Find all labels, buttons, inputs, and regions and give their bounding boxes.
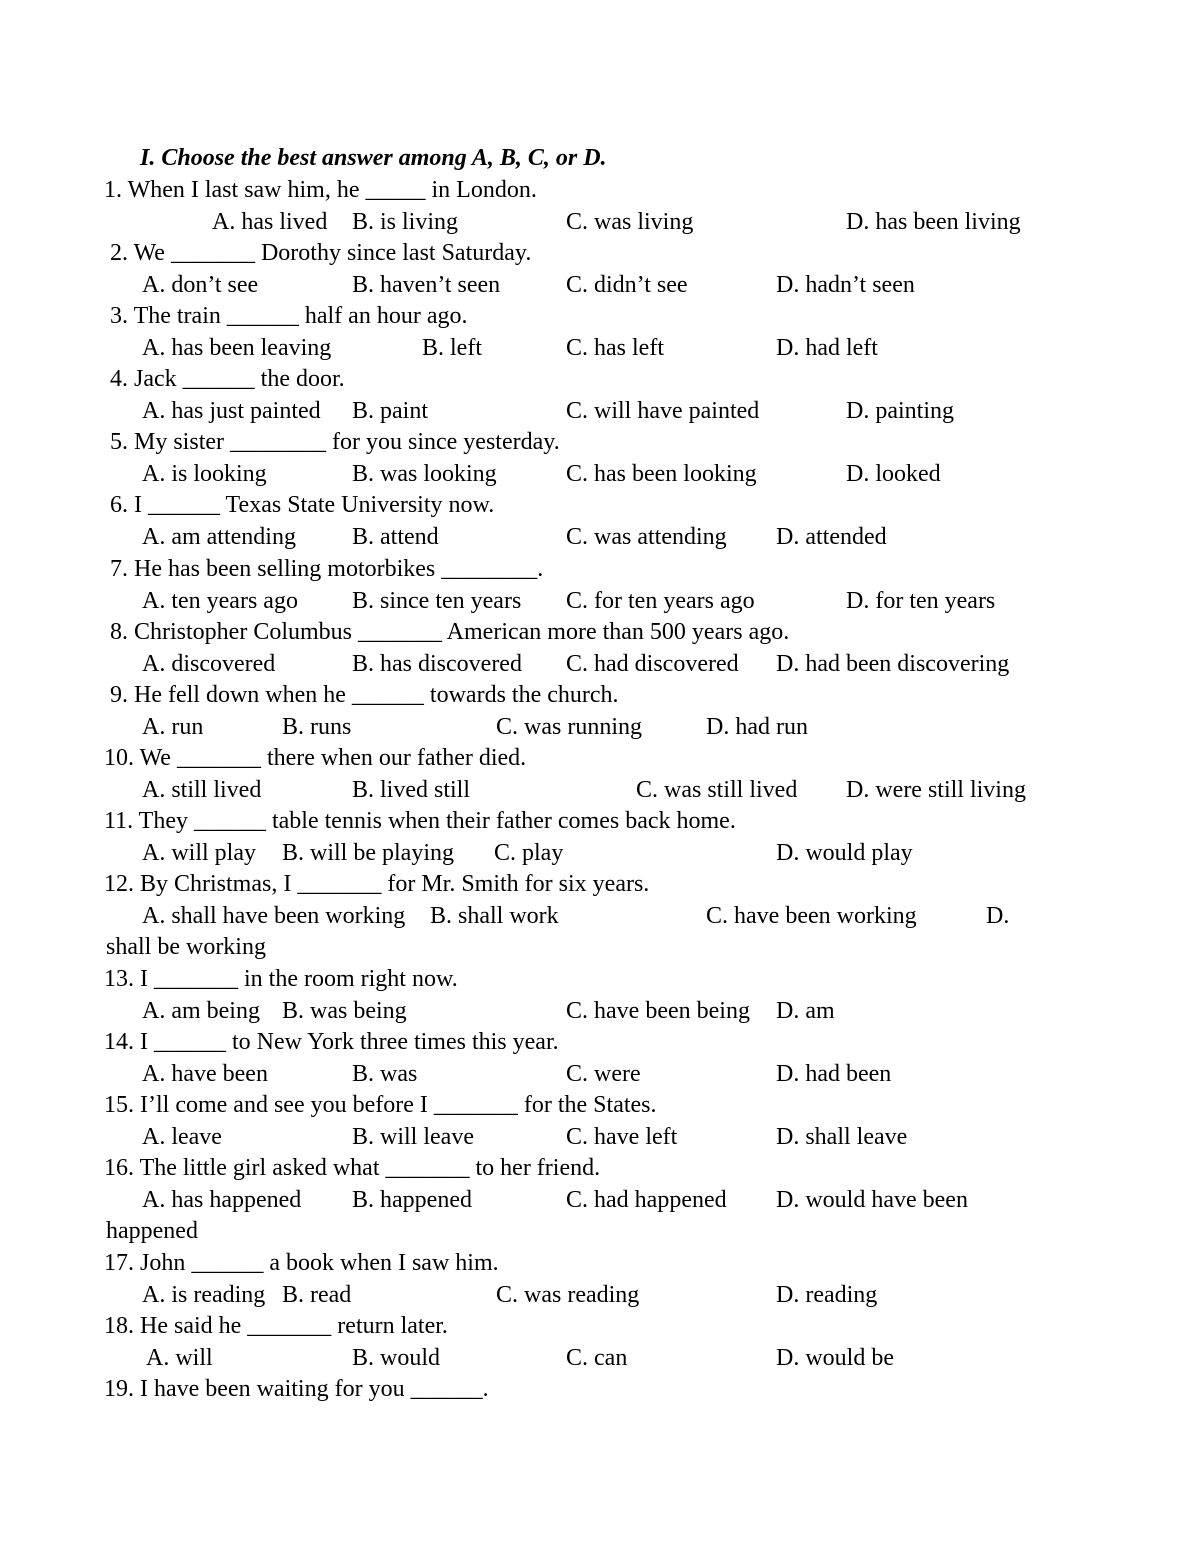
question-5-option-b[interactable]: B. was looking — [352, 460, 497, 487]
question-4-option-d[interactable]: D. painting — [846, 397, 954, 424]
question-6-option-d[interactable]: D. attended — [776, 523, 887, 550]
question-18-option-d[interactable]: D. would be — [776, 1344, 894, 1371]
question-1-option-a[interactable]: A. has lived — [212, 208, 328, 235]
question-7-option-a[interactable]: A. ten years ago — [142, 587, 298, 614]
question-1-stem: 1. When I last saw him, he _____ in London. — [104, 177, 537, 203]
question-6-option-a[interactable]: A. am attending — [142, 523, 296, 550]
question-17-option-c[interactable]: C. was reading — [496, 1281, 640, 1308]
question-17-option-d[interactable]: D. reading — [776, 1281, 878, 1308]
question-15-option-b[interactable]: B. will leave — [352, 1123, 474, 1150]
question-13-option-a[interactable]: A. am being — [142, 997, 260, 1024]
question-8-stem: 8. Christopher Columbus _______ American more than 500 years ago. — [110, 619, 790, 645]
question-13-option-c[interactable]: C. have been being — [566, 997, 750, 1024]
question-11-stem: 11. They ______ table tennis when their father comes back home. — [104, 808, 736, 834]
question-2-option-a[interactable]: A. don’t see — [142, 271, 259, 298]
question-16-option-d[interactable]: D. would have been — [776, 1186, 968, 1213]
question-8-option-d[interactable]: D. had been discovering — [776, 650, 1010, 677]
question-3-stem: 3. The train ______ half an hour ago. — [110, 303, 468, 329]
question-18-option-c[interactable]: C. can — [566, 1344, 628, 1371]
question-8-option-c[interactable]: C. had discovered — [566, 650, 739, 677]
question-11-option-d[interactable]: D. would play — [776, 839, 913, 866]
question-10-option-b[interactable]: B. lived still — [352, 776, 471, 803]
question-10-option-a[interactable]: A. still lived — [142, 776, 262, 803]
question-15-option-a[interactable]: A. leave — [142, 1123, 222, 1150]
question-6-option-c[interactable]: C. was attending — [566, 523, 727, 550]
question-9-option-b[interactable]: B. runs — [282, 713, 352, 740]
question-10-option-c[interactable]: C. was still lived — [636, 776, 798, 803]
question-10-stem: 10. We _______ there when our father died. — [104, 745, 527, 771]
question-4-option-a[interactable]: A. has just painted — [142, 397, 321, 424]
question-4-option-b[interactable]: B. paint — [352, 397, 428, 424]
question-2-option-d[interactable]: D. hadn’t seen — [776, 271, 915, 298]
question-12-option-d[interactable]: D. — [986, 902, 1010, 929]
question-11-option-c[interactable]: C. play — [494, 839, 564, 866]
question-15-stem: 15. I’ll come and see you before I _______ for the States. — [104, 1092, 657, 1118]
question-12-option-a[interactable]: A. shall have been working — [142, 902, 406, 929]
question-9-option-d[interactable]: D. had run — [706, 713, 808, 740]
question-14-option-b[interactable]: B. was — [352, 1060, 418, 1087]
question-8-option-b[interactable]: B. has discovered — [352, 650, 522, 677]
question-5-stem: 5. My sister ________ for you since yesterday. — [110, 429, 560, 455]
question-12-stem: 12. By Christmas, I _______ for Mr. Smith for six years. — [104, 871, 650, 897]
question-7-stem: 7. He has been selling motorbikes ________. — [110, 556, 544, 582]
question-5-option-d[interactable]: D. looked — [846, 460, 941, 487]
question-15-option-d[interactable]: D. shall leave — [776, 1123, 908, 1150]
question-12-option-c[interactable]: C. have been working — [706, 902, 917, 929]
question-1-option-c[interactable]: C. was living — [566, 208, 694, 235]
question-9-stem: 9. He fell down when he ______ towards the church. — [110, 682, 619, 708]
question-4-stem: 4. Jack ______ the door. — [110, 366, 345, 392]
question-3-option-b[interactable]: B. left — [422, 334, 482, 361]
question-17-stem: 17. John ______ a book when I saw him. — [104, 1250, 499, 1276]
question-5-option-a[interactable]: A. is looking — [142, 460, 267, 487]
question-13-option-b[interactable]: B. was being — [282, 997, 407, 1024]
question-16-option-continuation: happened — [106, 1218, 198, 1244]
question-15-option-c[interactable]: C. have left — [566, 1123, 678, 1150]
question-18-option-b[interactable]: B. would — [352, 1344, 441, 1371]
question-12-option-b[interactable]: B. shall work — [430, 902, 559, 929]
question-14-option-a[interactable]: A. have been — [142, 1060, 268, 1087]
question-2-stem: 2. We _______ Dorothy since last Saturday. — [110, 240, 532, 266]
section-title: I. Choose the best answer among A, B, C, or D. — [140, 145, 607, 171]
question-3-option-c[interactable]: C. has left — [566, 334, 664, 361]
question-16-option-a[interactable]: A. has happened — [142, 1186, 302, 1213]
question-13-stem: 13. I _______ in the room right now. — [104, 966, 458, 992]
question-14-option-d[interactable]: D. had been — [776, 1060, 892, 1087]
question-11-option-a[interactable]: A. will play — [142, 839, 256, 866]
question-18-option-a[interactable]: A. will — [146, 1344, 213, 1371]
question-9-option-c[interactable]: C. was running — [496, 713, 642, 740]
question-1-option-d[interactable]: D. has been living — [846, 208, 1021, 235]
question-12-option-continuation: shall be working — [106, 934, 266, 960]
question-6-option-b[interactable]: B. attend — [352, 523, 439, 550]
question-7-option-c[interactable]: C. for ten years ago — [566, 587, 755, 614]
question-16-option-b[interactable]: B. happened — [352, 1186, 472, 1213]
question-2-option-b[interactable]: B. haven’t seen — [352, 271, 501, 298]
question-1-option-b[interactable]: B. is living — [352, 208, 459, 235]
question-3-option-a[interactable]: A. has been leaving — [142, 334, 332, 361]
question-4-option-c[interactable]: C. will have painted — [566, 397, 760, 424]
question-2-option-c[interactable]: C. didn’t see — [566, 271, 688, 298]
question-14-option-c[interactable]: C. were — [566, 1060, 641, 1087]
question-18-stem: 18. He said he _______ return later. — [104, 1313, 448, 1339]
question-7-option-b[interactable]: B. since ten years — [352, 587, 522, 614]
question-8-option-a[interactable]: A. discovered — [142, 650, 276, 677]
question-13-option-d[interactable]: D. am — [776, 997, 835, 1024]
question-14-stem: 14. I ______ to New York three times this year. — [104, 1029, 559, 1055]
question-19-stem: 19. I have been waiting for you ______. — [104, 1376, 489, 1402]
question-9-option-a[interactable]: A. run — [142, 713, 204, 740]
question-7-option-d[interactable]: D. for ten years — [846, 587, 996, 614]
question-11-option-b[interactable]: B. will be playing — [282, 839, 454, 866]
question-3-option-d[interactable]: D. had left — [776, 334, 878, 361]
question-16-stem: 16. The little girl asked what _______ to her friend. — [104, 1155, 601, 1181]
question-17-option-b[interactable]: B. read — [282, 1281, 352, 1308]
question-17-option-a[interactable]: A. is reading — [142, 1281, 266, 1308]
question-5-option-c[interactable]: C. has been looking — [566, 460, 757, 487]
question-16-option-c[interactable]: C. had happened — [566, 1186, 727, 1213]
question-10-option-d[interactable]: D. were still living — [846, 776, 1026, 803]
question-6-stem: 6. I ______ Texas State University now. — [110, 492, 495, 518]
